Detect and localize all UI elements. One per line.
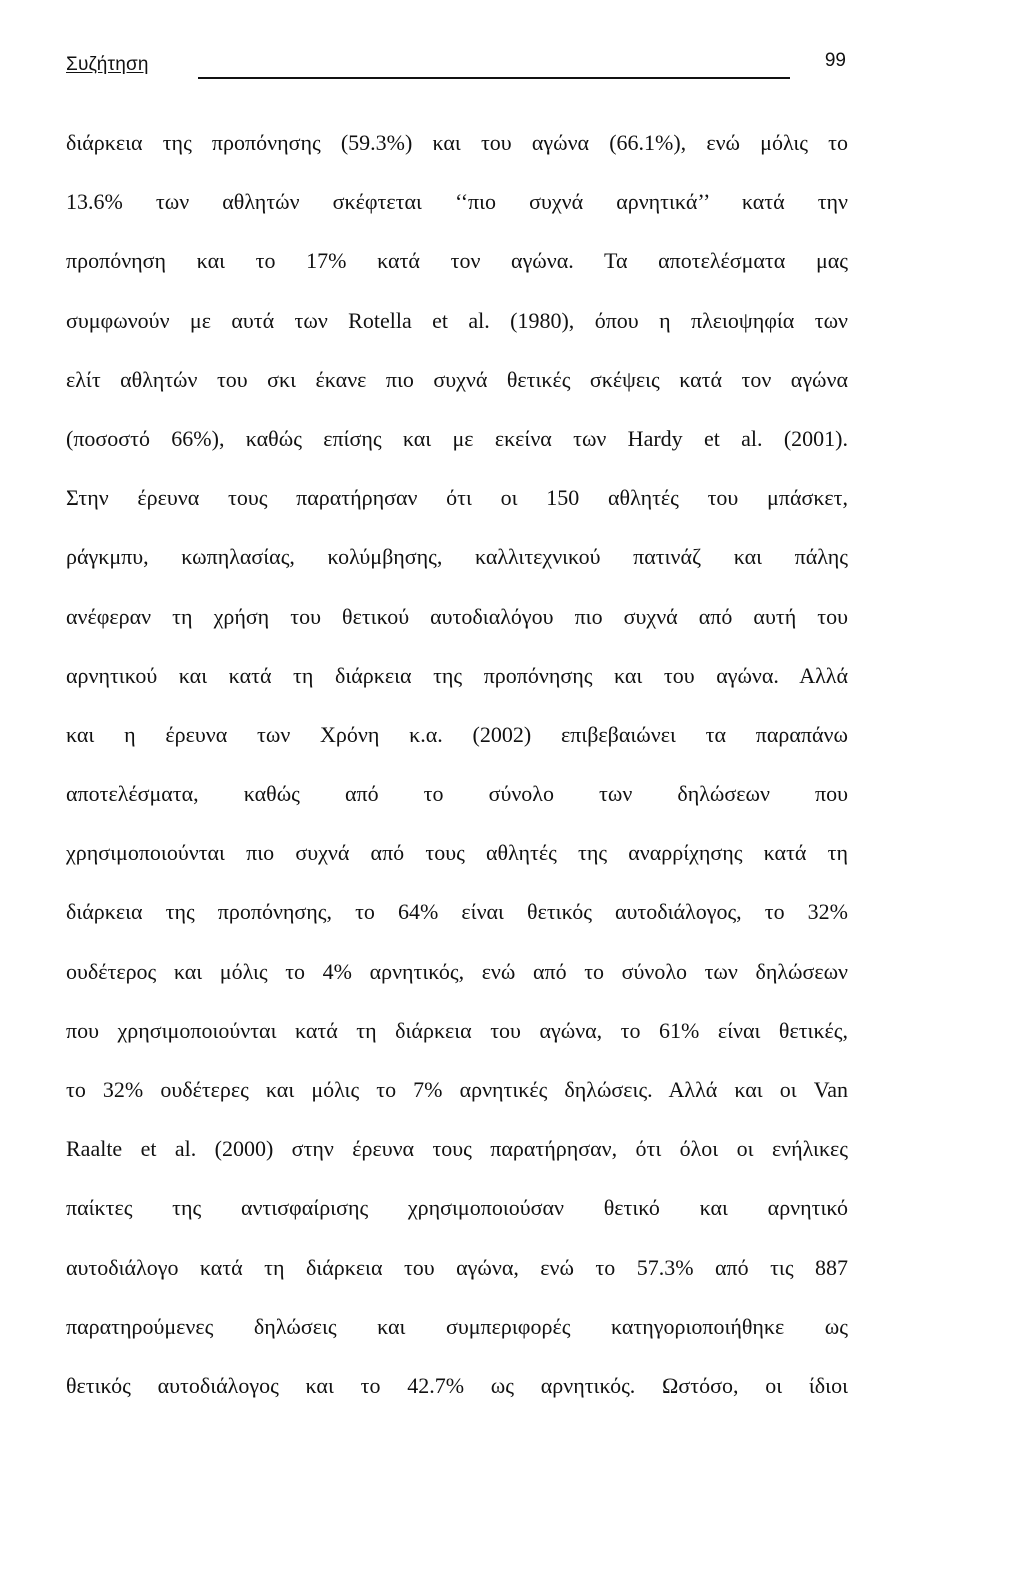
section-title: Συζήτηση [66, 54, 149, 75]
text-line: ανέφεραν τη χρήση του θετικού αυτοδιαλόγου πιο συχνά από αυτή του [66, 603, 848, 629]
text-line: συμφωνούν με αυτά των Rotella et al. (1980), όπου η πλειοψηφία των [66, 307, 848, 333]
text-line: αποτελέσματα, καθώς από το σύνολο των δηλώσεων που [66, 781, 848, 807]
text-line: αρνητικού και κατά τη διάρκεια της προπόνησης και του αγώνα. Αλλά [66, 662, 848, 688]
text-line: παρατηρούμενες δηλώσεις και συμπεριφορές κατηγοριοποιήθηκε ως [66, 1313, 848, 1339]
text-line: ουδέτερος και μόλις το 4% αρνητικός, ενώ από το σύνολο των δηλώσεων [66, 958, 848, 984]
text-line: (ποσοστό 66%), καθώς επίσης και με εκείνα των Hardy et al. (2001). [66, 425, 848, 451]
text-line: θετικός αυτοδιάλογος και το 42.7% ως αρνητικός. Ωστόσο, οι ίδιοι [66, 1372, 848, 1398]
text-line: που χρησιμοποιούνται κατά τη διάρκεια του αγώνα, το 61% είναι θετικές, [66, 1017, 848, 1043]
text-line: το 32% ουδέτερες και μόλις το 7% αρνητικές δηλώσεις. Αλλά και οι Van [66, 1077, 848, 1102]
text-line: διάρκεια της προπόνησης, το 64% είναι θετικός αυτοδιάλογος, το 32% [66, 899, 848, 925]
text-line: χρησιμοποιούνται πιο συχνά από τους αθλητές της αναρρίχησης κατά τη [66, 840, 848, 866]
page-number: 99 [824, 50, 846, 71]
text-line: διάρκεια της προπόνησης (59.3%) και του αγώνα (66.1%), ενώ μόλις το [66, 130, 848, 155]
text-line: ελίτ αθλητών του σκι έκανε πιο συχνά θετικές σκέψεις κατά τον αγώνα [66, 366, 848, 392]
body-paragraph [66, 113, 848, 1415]
running-header [66, 50, 848, 82]
text-line: προπόνηση και το 17% κατά τον αγώνα. Τα αποτελέσματα μας [66, 248, 848, 274]
text-line: αυτοδιάλογο κατά τη διάρκεια του αγώνα, ενώ το 57.3% από τις 887 [66, 1254, 848, 1280]
text-line: 13.6% των αθλητών σκέφτεται ‘‘πιο συχνά αρνητικά’’ κατά την [66, 189, 848, 215]
text-line: ράγκμπυ, κωπηλασίας, κολύμβησης, καλλιτεχνικού πατινάζ και πάλης [66, 544, 848, 570]
text-line: και η έρευνα των Χρόνη κ.α. (2002) επιβεβαιώνει τα παραπάνω [66, 721, 848, 747]
text-line: Στην έρευνα τους παρατήρησαν ότι οι 150 αθλητές του μπάσκετ, [66, 485, 848, 511]
text-line: Raalte et al. (2000) στην έρευνα τους παρατήρησαν, ότι όλοι οι ενήλικες [66, 1136, 848, 1162]
text-line: παίκτες της αντισφαίρισης χρησιμοποιούσαν θετικό και αρνητικό [66, 1195, 848, 1221]
header-rule [198, 77, 790, 79]
